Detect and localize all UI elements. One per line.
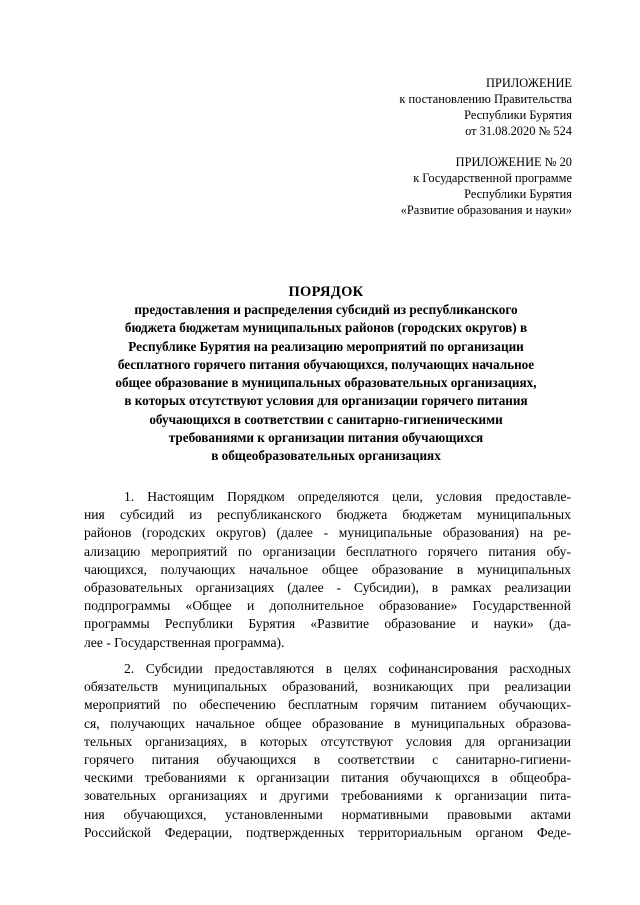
paragraph-2 (84, 660, 571, 842)
paragraph-line: ния обучающихся, установленными нормативными правовыми актами (84, 806, 571, 822)
paragraph-1 (84, 488, 571, 652)
appendix-header-program (401, 154, 572, 218)
paragraph-line: Российской Федерации, подтвержденных территориальным органом Феде- (84, 824, 571, 840)
paragraph-line: ся, получающих начальное общее образование в муниципальных образова- (84, 715, 571, 731)
paragraph-line: чающихся, получающих начальное общее образование в муниципальных (84, 561, 571, 577)
paragraph-line: зовательных организациях и другими требованиями к организации пита- (84, 788, 571, 804)
appendix-line: от 31.08.2020 № 524 (465, 124, 572, 138)
paragraph-line: 1. Настоящим Порядком определяются цели, условия предоставле- (124, 489, 571, 504)
paragraph-line: тельных организациях, в которых отсутствуют условия для организации (84, 733, 571, 749)
paragraph-line: мероприятий по обеспечению бесплатным горячим питанием обучающих- (84, 697, 571, 713)
appendix-line: ПРИЛОЖЕНИЕ № 20 (455, 155, 572, 169)
paragraph-line: горячего питания обучающихся в соответствии с санитарно-гигиени- (84, 751, 571, 767)
subtitle-line: обучающихся в соответствии с санитарно-гигиеническими (149, 411, 503, 427)
subtitle-line: в которых отсутствуют условия для организации горячего питания (124, 393, 528, 409)
subtitle-line: бюджета бюджетам муниципальных районов (городских округов) в (124, 320, 528, 336)
subtitle-line: общее образование в муниципальных образовательных организациях, (115, 375, 537, 391)
appendix-line: «Развитие образования и науки» (400, 203, 572, 217)
title-heading: ПОРЯДОК (288, 284, 364, 300)
paragraph-line: ния субсидий из республиканского бюджета бюджетам муниципальных (84, 507, 571, 523)
subtitle-line: предоставления и распределения субсидий из республиканского (134, 302, 518, 317)
paragraph-line: программы Республики Бурятия «Развитие образование и науки» (да- (84, 616, 571, 632)
appendix-line: Республики Бурятия (464, 108, 572, 122)
appendix-line: ПРИЛОЖЕНИЕ (486, 76, 572, 90)
subtitle-line: требованиями к организации питания обучающихся (168, 430, 484, 446)
appendix-line: к Государственной программе (413, 171, 572, 185)
paragraph-line: ализацию мероприятий по организации бесплатного горячего питания обу- (84, 543, 571, 559)
subtitle-line: бесплатного горячего питания обучающихся, получающих начальное (117, 356, 535, 372)
title-subtitle (84, 301, 568, 466)
paragraph-line: 2. Субсидии предоставляются в целях софинансирования расходных (124, 661, 571, 676)
appendix-header-decree (399, 75, 572, 139)
paragraph-line: ческими требованиями к организации питания обучающихся в общеобра- (84, 770, 571, 786)
document-title (84, 283, 568, 466)
appendix-line: Республики Бурятия (464, 187, 572, 201)
paragraph-line: лее - Государственная программа). (84, 634, 285, 650)
paragraph-line: обязательств муниципальных образований, возникающих при реализации (84, 679, 571, 695)
appendix-line: к постановлению Правительства (399, 92, 572, 106)
paragraph-line: образовательных организациях (далее - Субсидии), в рамках реализации (84, 579, 571, 595)
paragraph-line: подпрограммы «Общее и дополнительное образование» Государственной (84, 598, 571, 614)
paragraph-line: районов (городских округов) (далее - муниципальные образования) на ре- (84, 525, 571, 541)
subtitle-line: в общеобразовательных организациях (211, 448, 441, 464)
subtitle-line: Республике Бурятия на реализацию мероприятий по организации (128, 338, 524, 354)
